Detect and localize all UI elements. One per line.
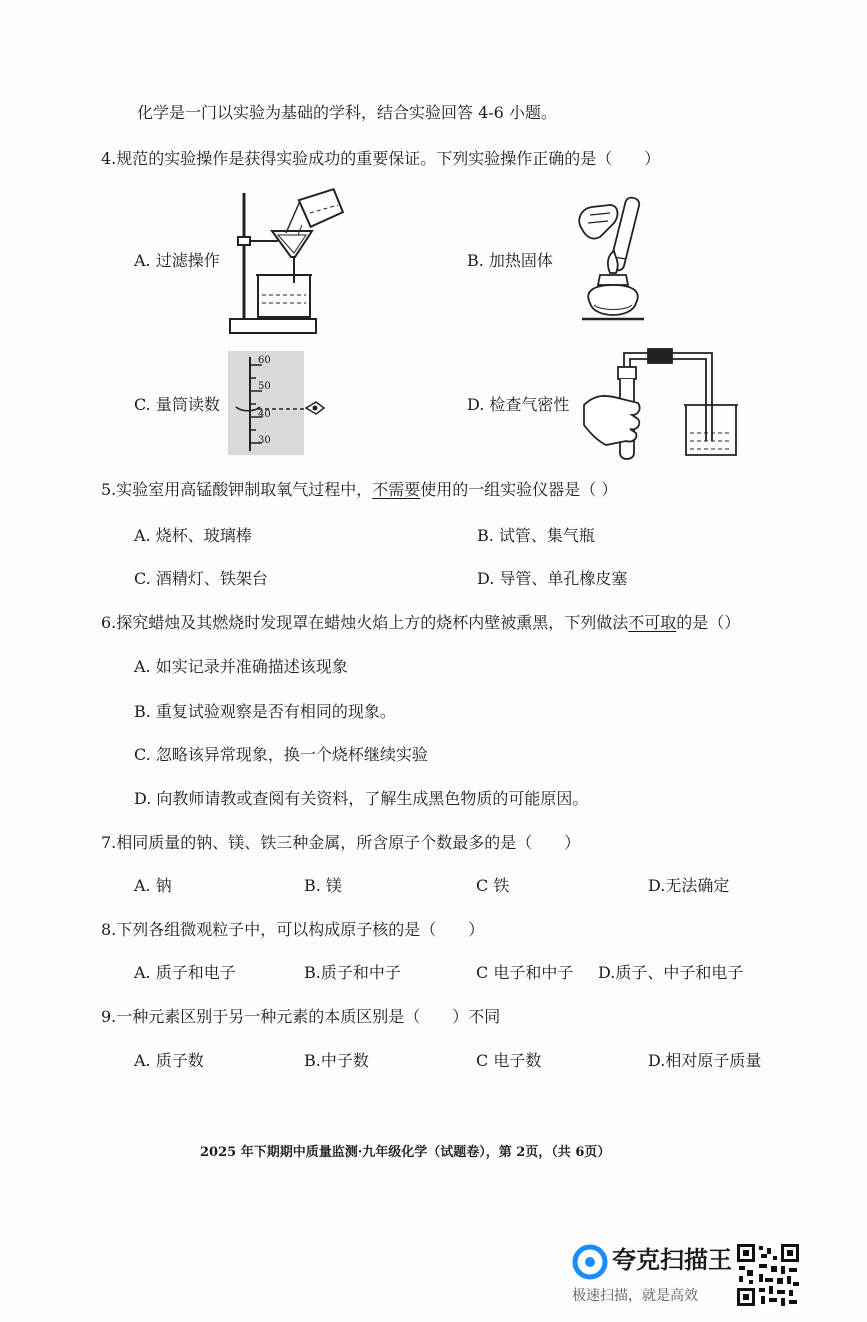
section-intro: 化学是一门以实验为基础的学科，结合实验回答 4-6 小题。: [137, 103, 557, 122]
q8-stem: 8.下列各组微观粒子中，可以构成原子核的是（ ）: [101, 920, 485, 939]
q8-option-a: A. 质子和电子: [134, 963, 236, 982]
q9-option-b: B.中子数: [304, 1051, 369, 1070]
q5-stem-underlined: 不需要: [372, 480, 421, 499]
qr-code-icon: [735, 1242, 801, 1308]
q4-option-b: B. 加热固体: [467, 251, 553, 270]
q4-option-a: A. 过滤操作: [134, 251, 220, 270]
q9-stem: 9.一种元素区别于另一种元素的本质区别是（ ）不同: [101, 1007, 501, 1026]
q5-option-d: D. 导管、单孔橡皮塞: [477, 569, 628, 588]
q5-option-c: C. 酒精灯、铁架台: [134, 569, 268, 588]
q8-option-b: B.质子和中子: [304, 963, 401, 982]
q6-stem-pre: 6.探究蜡烛及其燃烧时发现罩在蜡烛火焰上方的烧杯内壁被熏黑，下列做法: [101, 613, 629, 632]
q6-option-a: A. 如实记录并准确描述该现象: [134, 657, 348, 676]
q6-option-b: B. 重复试验观察是否有相同的现象。: [134, 702, 396, 721]
q8-option-d: D.质子、中子和电子: [598, 963, 744, 982]
q5-stem: [101, 480, 617, 500]
q9-option-a: A. 质子数: [134, 1051, 204, 1070]
q5-option-a: A. 烧杯、玻璃棒: [134, 526, 252, 545]
filtration-apparatus-figure: [226, 185, 362, 337]
cylinder-tick-40: 40: [258, 409, 271, 420]
cylinder-reading-figure: [228, 351, 304, 455]
q7-stem: 7.相同质量的钠、镁、铁三种金属，所含原子个数最多的是（ ）: [101, 833, 581, 852]
cylinder-tick-30: 30: [258, 435, 271, 446]
q4-option-d: D. 检查气密性: [467, 395, 570, 414]
q6-stem-post: 的是（）: [676, 613, 741, 632]
q7-option-a: A. 钠: [134, 876, 172, 895]
q6-option-c: C. 忽略该异常现象，换一个烧杯继续实验: [134, 745, 428, 764]
cylinder-tick-60: 60: [258, 355, 271, 366]
cylinder-tick-50: 50: [258, 381, 271, 392]
quark-logo-icon: [572, 1244, 608, 1280]
q7-option-c: C 铁: [476, 876, 510, 895]
q7-option-b: B. 镁: [304, 876, 342, 895]
scanner-brand-name: 夸克扫描王: [612, 1246, 732, 1274]
page-footer: 2025 年下期期中质量监测·九年级化学（试题卷），第 2页，（共 6页）: [200, 1145, 611, 1160]
q8-option-c: C 电子和中子: [476, 963, 574, 982]
q5-stem-pre: 5.实验室用高锰酸钾制取氧气过程中，: [101, 480, 373, 499]
airtightness-check-figure: [578, 345, 738, 465]
eye-icon: [304, 398, 330, 418]
q4-option-c: C. 量筒读数: [134, 395, 220, 414]
q5-stem-post: 使用的一组实验仪器是（ ）: [420, 480, 618, 499]
q7-option-d: D.无法确定: [648, 876, 730, 895]
q9-option-c: C 电子数: [476, 1051, 542, 1070]
heating-solid-figure: [570, 193, 652, 333]
q6-stem-underlined: 不可取: [628, 613, 677, 632]
q4-stem: 4.规范的实验操作是获得实验成功的重要保证。下列实验操作正确的是（ ）: [101, 149, 661, 168]
q9-option-d: D.相对原子质量: [648, 1051, 762, 1070]
q6-stem: [101, 613, 740, 633]
q5-option-b: B. 试管、集气瓶: [477, 526, 595, 545]
scanner-slogan: 极速扫描，就是高效: [572, 1288, 698, 1304]
q6-option-d: D. 向教师请教或查阅有关资料，了解生成黑色物质的可能原因。: [134, 789, 589, 808]
